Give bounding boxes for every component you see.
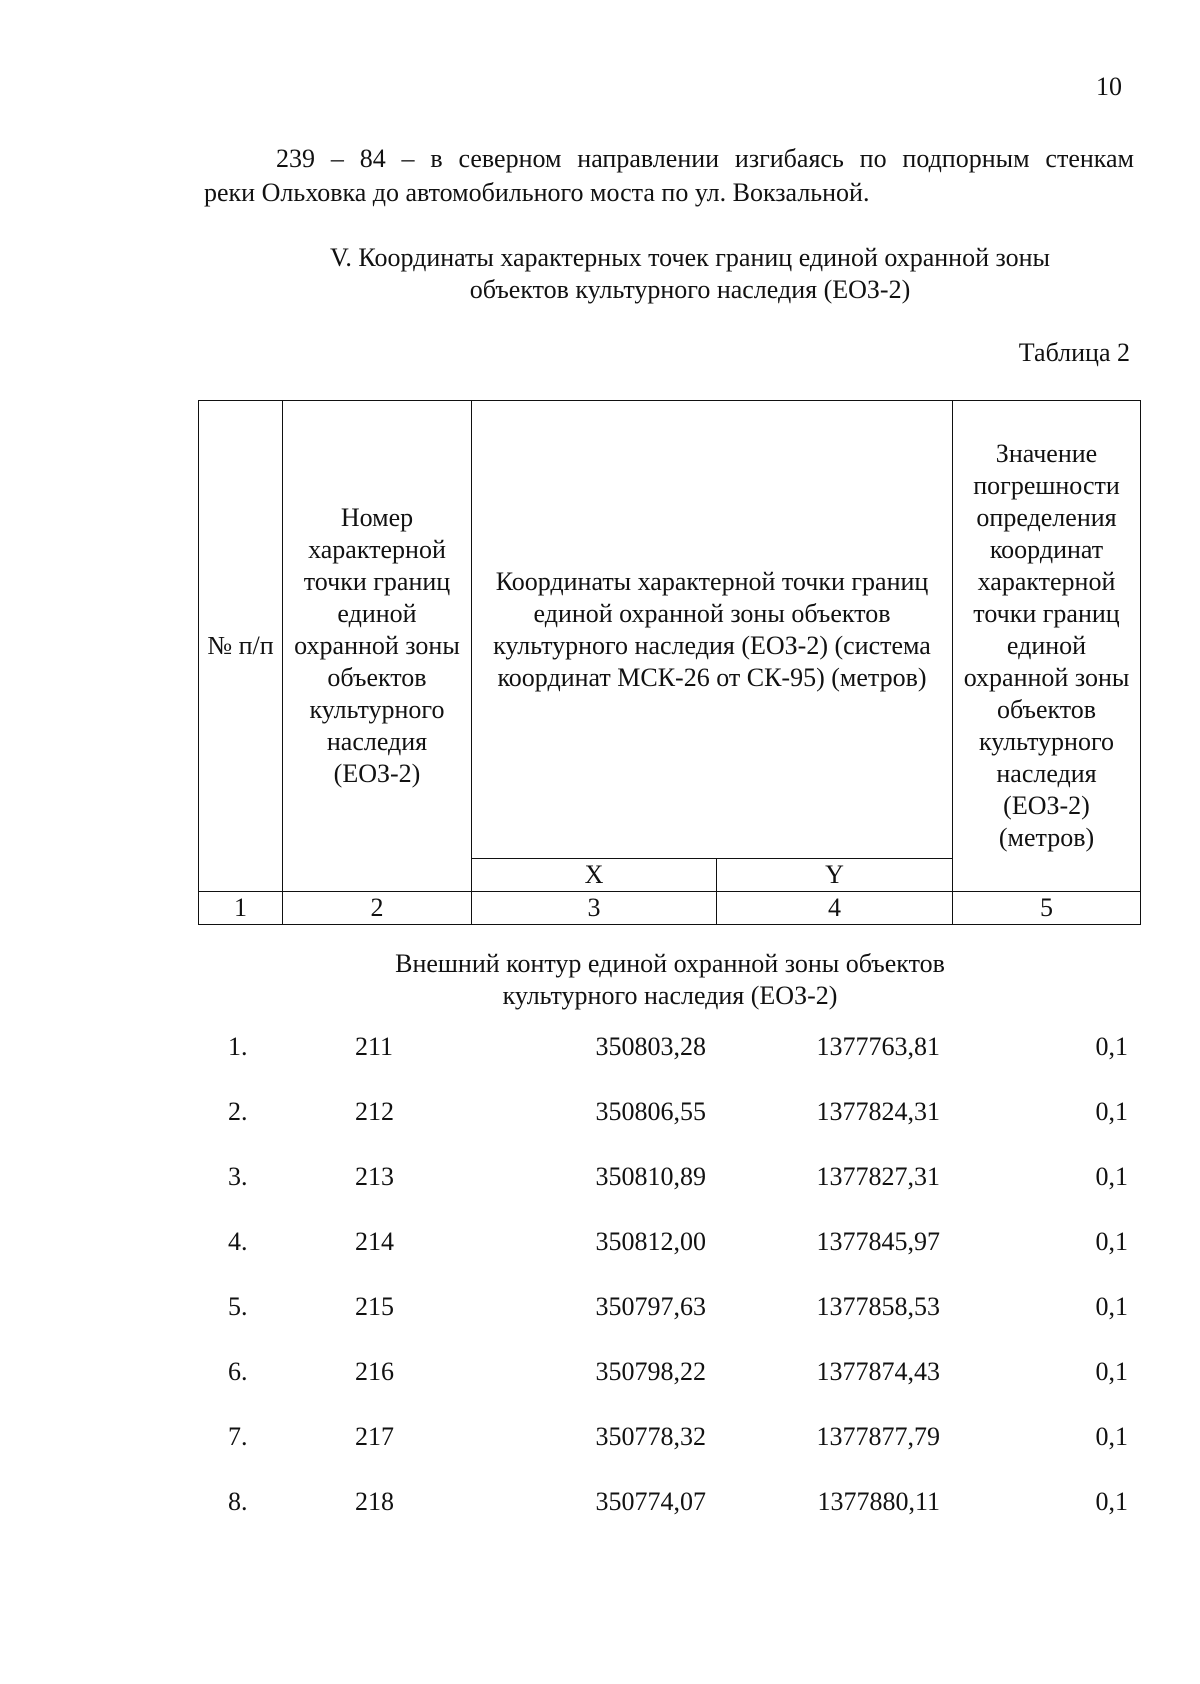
row-number: 8. [228, 1487, 248, 1516]
error-value: 0,1 [1095, 1357, 1128, 1386]
column-number-5: 5 [953, 892, 1141, 925]
section-heading-line-1: V. Координаты характерных точек границ единой охранной зоны [329, 243, 1051, 272]
coord-y: 1377824,31 [816, 1097, 940, 1126]
row-number: 5. [228, 1292, 248, 1321]
row-number: 1. [228, 1032, 248, 1061]
table-row [0, 1487, 1200, 1552]
coord-y: 1377858,53 [816, 1292, 940, 1321]
header-col-point: Номер характерной точки границ единой охранной зоны объектов культурного наследия (ЕОЗ-2) [283, 401, 472, 892]
column-number-2: 2 [283, 892, 472, 925]
coord-y: 1377880,11 [817, 1487, 940, 1516]
point-number: 212 [355, 1097, 394, 1126]
contour-heading-line-2: культурного наследия (ЕОЗ-2) [502, 981, 838, 1010]
table-row [0, 1227, 1200, 1292]
section-heading [270, 242, 1110, 306]
header-col-error: Значение погрешности определения координат характерной точки границ единой охранной зоны объектов культурного наследия (ЕОЗ-2) (метров) [953, 401, 1141, 892]
section-heading-line-2: объектов культурного наследия (ЕОЗ-2) [469, 275, 911, 304]
table-row [0, 1422, 1200, 1487]
coord-y: 1377763,81 [816, 1032, 940, 1061]
row-number: 6. [228, 1357, 248, 1386]
coord-y: 1377877,79 [816, 1422, 940, 1451]
point-number: 213 [355, 1162, 394, 1191]
error-value: 0,1 [1095, 1487, 1128, 1516]
contour-heading-line-1: Внешний контур единой охранной зоны объектов [395, 949, 945, 978]
error-value: 0,1 [1095, 1422, 1128, 1451]
point-number: 211 [355, 1032, 394, 1061]
coord-y: 1377845,97 [816, 1227, 940, 1256]
coord-y: 1377827,31 [816, 1162, 940, 1191]
table-row [0, 1032, 1200, 1097]
error-value: 0,1 [1095, 1292, 1128, 1321]
coord-x: 350798,22 [595, 1357, 706, 1386]
coord-x: 350774,07 [595, 1487, 706, 1516]
coord-x: 350797,63 [595, 1292, 706, 1321]
coordinates-table-header [198, 400, 1141, 925]
coordinate-rows [0, 1032, 1200, 1552]
row-number: 7. [228, 1422, 248, 1451]
error-value: 0,1 [1095, 1227, 1128, 1256]
coord-y: 1377874,43 [816, 1357, 940, 1386]
intro-line-1: 239 – 84 – в северном направлении изгибаясь по подпорным стенкам [276, 144, 1134, 173]
error-value: 0,1 [1095, 1032, 1128, 1061]
header-col-number: № п/п [199, 401, 283, 892]
row-number: 4. [228, 1227, 248, 1256]
point-number: 216 [355, 1357, 394, 1386]
coord-x: 350812,00 [595, 1227, 706, 1256]
contour-heading [270, 948, 1070, 1012]
table-label: Таблица 2 [1018, 338, 1130, 367]
row-number: 3. [228, 1162, 248, 1191]
point-number: 217 [355, 1422, 394, 1451]
header-col-x: X [472, 859, 717, 892]
table-row [0, 1292, 1200, 1357]
column-number-3: 3 [472, 892, 717, 925]
page-number: 10 [1096, 72, 1122, 101]
table-row [0, 1162, 1200, 1227]
intro-paragraph [204, 142, 1134, 210]
table-row [0, 1097, 1200, 1162]
header-col-coordinates: Координаты характерной точки границ единой охранной зоны объектов культурного наследия (ЕОЗ-2) (система координат МСК-26 от СК-95) (метров) [472, 401, 953, 859]
coord-x: 350778,32 [595, 1422, 706, 1451]
error-value: 0,1 [1095, 1162, 1128, 1191]
row-number: 2. [228, 1097, 248, 1126]
header-col-y: Y [717, 859, 953, 892]
coord-x: 350810,89 [595, 1162, 706, 1191]
intro-line-2: реки Ольховка до автомобильного моста по ул. Вокзальной. [204, 178, 870, 207]
table-row [0, 1357, 1200, 1422]
coord-x: 350806,55 [595, 1097, 706, 1126]
error-value: 0,1 [1095, 1097, 1128, 1126]
column-number-4: 4 [717, 892, 953, 925]
point-number: 215 [355, 1292, 394, 1321]
point-number: 218 [355, 1487, 394, 1516]
column-number-1: 1 [199, 892, 283, 925]
point-number: 214 [355, 1227, 394, 1256]
coord-x: 350803,28 [595, 1032, 706, 1061]
